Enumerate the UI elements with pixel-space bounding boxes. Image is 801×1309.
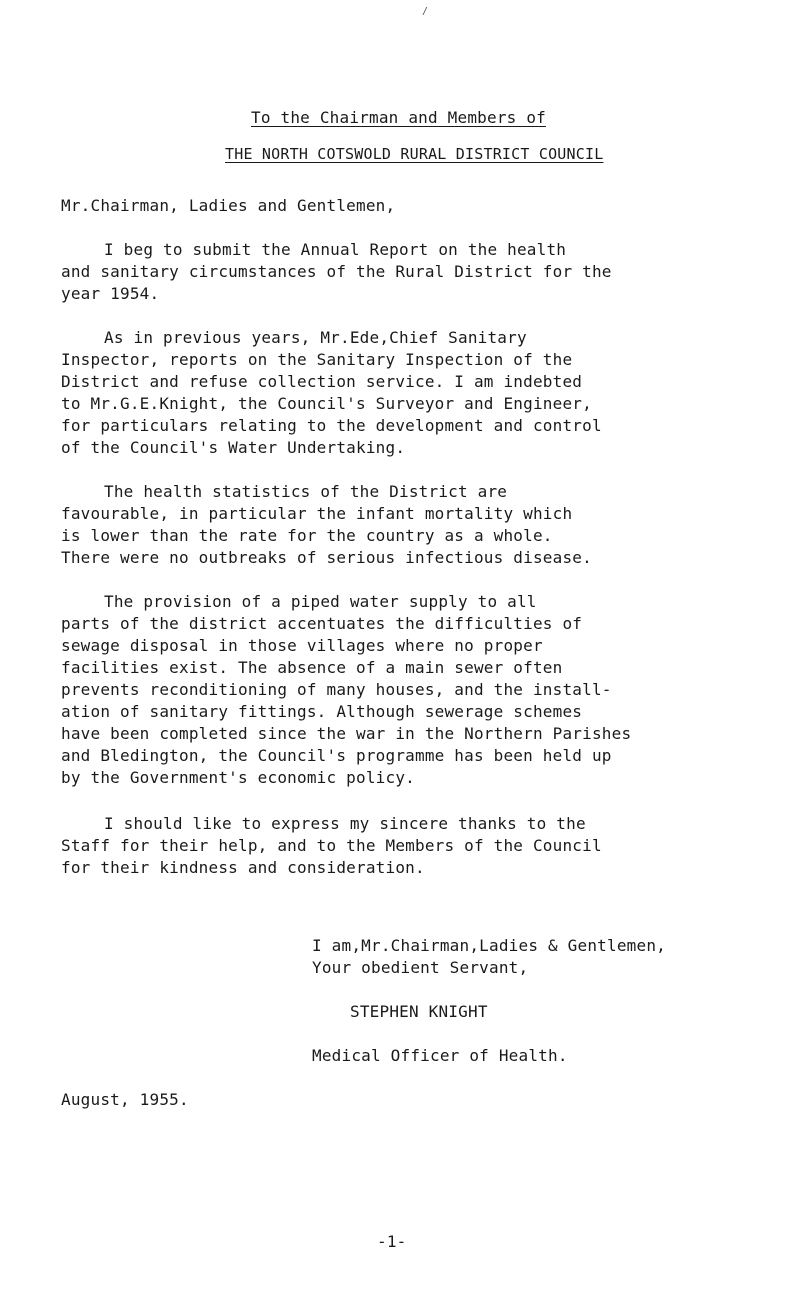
paragraph-4-line-7: have been completed since the war in the Northern Parishes <box>61 724 632 743</box>
paragraph-5-line-3: for their kindness and consideration. <box>61 858 425 877</box>
paragraph-2-line-5: for particulars relating to the development and control <box>61 416 602 435</box>
paragraph-2-line-1: As in previous years, Mr.Ede,Chief Sanitary <box>104 328 527 347</box>
closing-line-1: I am,Mr.Chairman,Ladies & Gentlemen, <box>312 936 666 955</box>
signatory-title: Medical Officer of Health. <box>312 1046 568 1065</box>
closing-line-2: Your obedient Servant, <box>312 958 529 977</box>
document-date: August, 1955. <box>61 1090 189 1109</box>
paragraph-4-line-2: parts of the district accentuates the difficulties of <box>61 614 583 633</box>
paragraph-4-line-1: The provision of a piped water supply to all <box>104 592 537 611</box>
paragraph-2-line-3: District and refuse collection service. I am indebted <box>61 372 583 391</box>
paragraph-3-line-1: The health statistics of the District are <box>104 482 508 501</box>
paragraph-5-line-2: Staff for their help, and to the Members of the Council <box>61 836 602 855</box>
paragraph-3-line-4: There were no outbreaks of serious infectious disease. <box>61 548 592 567</box>
paragraph-4-line-4: facilities exist. The absence of a main sewer often <box>61 658 563 677</box>
header-line-1: To the Chairman and Members of <box>251 108 546 127</box>
header-line-2: THE NORTH COTSWOLD RURAL DISTRICT COUNCIL <box>225 145 604 163</box>
paragraph-2-line-6: of the Council's Water Undertaking. <box>61 438 406 457</box>
paragraph-1-line-3: year 1954. <box>61 284 160 303</box>
paragraph-2-line-2: Inspector, reports on the Sanitary Inspection of the <box>61 350 573 369</box>
paragraph-1-line-2: and sanitary circumstances of the Rural District for the <box>61 262 612 281</box>
paragraph-4-line-9: by the Government's economic policy. <box>61 768 415 787</box>
paragraph-4-line-6: ation of sanitary fittings. Although sewerage schemes <box>61 702 583 721</box>
paragraph-4-line-5: prevents reconditioning of many houses, and the install- <box>61 680 612 699</box>
paragraph-3-line-2: favourable, in particular the infant mortality which <box>61 504 573 523</box>
paragraph-4-line-3: sewage disposal in those villages where no proper <box>61 636 543 655</box>
paragraph-5-line-1: I should like to express my sincere thanks to the <box>104 814 586 833</box>
page-number: -1- <box>377 1232 407 1251</box>
salutation: Mr.Chairman, Ladies and Gentlemen, <box>61 196 396 215</box>
paragraph-2-line-4: to Mr.G.E.Knight, the Council's Surveyor and Engineer, <box>61 394 592 413</box>
paragraph-1-line-1: I beg to submit the Annual Report on the health <box>104 240 567 259</box>
paragraph-4-line-8: and Bledington, the Council's programme has been held up <box>61 746 612 765</box>
top-mark: / <box>422 6 429 17</box>
signatory-name: STEPHEN KNIGHT <box>350 1002 488 1021</box>
paragraph-3-line-3: is lower than the rate for the country as a whole. <box>61 526 553 545</box>
